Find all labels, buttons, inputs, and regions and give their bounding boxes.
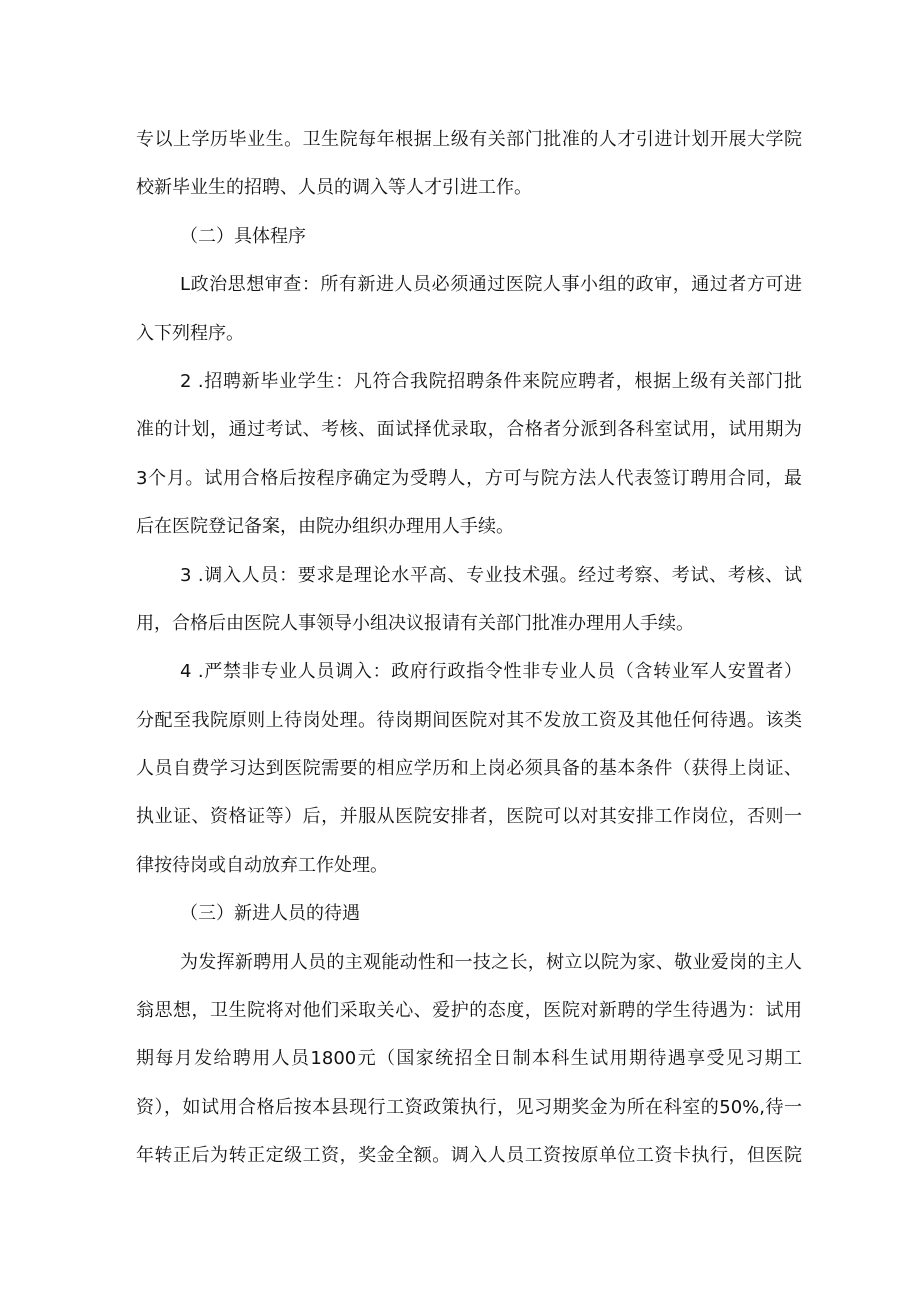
text-line: 4 .严禁非专业人员调入：政府行政指令性非专业人员（含转业军人安置者） <box>180 661 802 683</box>
document-body <box>136 116 802 1181</box>
text-line: 2 .招聘新毕业学生：凡符合我院招聘条件来院应聘者，根据上级有关部门批 <box>180 370 802 392</box>
text-line: 用，合格后由医院人事领导小组决议报请有关部门批准办理用人手续。 <box>136 612 694 634</box>
text-line: 专以上学历毕业生。卫生院每年根据上级有关部门批准的人才引进计划开展大学院 <box>136 129 802 150</box>
text-line: 资），如试用合格后按本县现行工资政策执行，见习期奖金为所在科室的50%,待一 <box>136 1096 802 1118</box>
text-line: 执业证、资格证等）后，并服从医院安排者，医院可以对其安排工作岗位，否则一 <box>136 806 802 828</box>
text-line: L政治思想审查：所有新进人员必须通过医院人事小组的政审，通过者方可进 <box>180 274 802 296</box>
text-line: 为发挥新聘用人员的主观能动性和一技之长，树立以院为家、敬业爱岗的主人 <box>180 951 802 973</box>
text-line: 入下列程序。 <box>136 322 244 344</box>
text-line: 后在医院登记备案，由院办组织办理用人手续。 <box>136 516 514 538</box>
text-line: 期每月发给聘用人员1800元（国家统招全日制本科生试用期待遇享受见习期工 <box>136 1048 802 1070</box>
text-line: 人员自费学习达到医院需要的相应学历和上岗必须具备的基本条件（获得上岗证、 <box>136 758 802 780</box>
text-line: 校新毕业生的招聘、人员的调入等人才引进工作。 <box>136 177 532 199</box>
text-line: 3 .调入人员：要求是理论水平高、专业技术强。经过考察、考试、考核、试 <box>180 564 802 586</box>
text-line: 律按待岗或自动放弃工作处理。 <box>136 854 388 876</box>
text-line: 3个月。试用合格后按程序确定为受聘人，方可与院方法人代表签订聘用合同，最 <box>136 467 802 489</box>
text-line: （二）具体程序 <box>180 225 306 247</box>
text-line: （三）新进人员的待遇 <box>180 903 360 925</box>
text-line: 翁思想，卫生院将对他们采取关心、爱护的态度，医院对新聘的学生待遇为：试用 <box>136 1000 802 1022</box>
text-line: 分配至我院原则上待岗处理。待岗期间医院对其不发放工资及其他任何待遇。该类 <box>136 709 802 731</box>
text-line: 准的计划，通过考试、考核、面试择优录取，合格者分派到各科室试用，试用期为 <box>136 419 802 441</box>
text-line: 年转正后为转正定级工资，奖金全额。调入人员工资按原单位工资卡执行，但医院 <box>136 1145 802 1167</box>
